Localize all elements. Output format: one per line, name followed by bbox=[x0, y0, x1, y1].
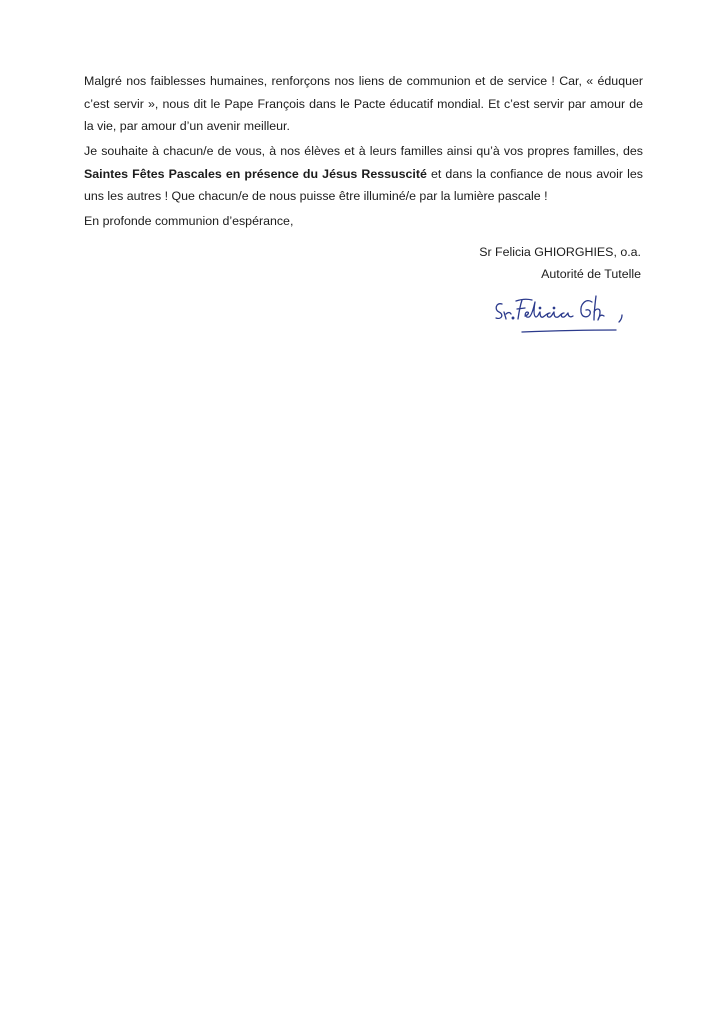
wishes-bold-text: Saintes Fêtes Pascales en présence du Jésus Ressuscité bbox=[84, 166, 427, 181]
signatory-name: Sr Felicia GHIORGHIES, o.a. bbox=[479, 245, 641, 259]
signatory-block bbox=[479, 241, 641, 285]
wishes-text-end: et dans la confiance de nous avoir les uns les autres ! Que chacun/e de nous puisse être illuminé/e par la lumière pascale ! bbox=[84, 166, 644, 203]
paragraph-easter-wishes bbox=[84, 140, 643, 208]
signatory-role: Autorité de Tutelle bbox=[541, 267, 641, 281]
closing-line: En profonde communion d’espérance, bbox=[84, 214, 294, 228]
paragraph-communion: Malgré nos faiblesses humaines, renforçons nos liens de communion et de service ! Car, « éduquer c’est servir », nous dit le Pape François dans le Pacte éducatif mondial. Et c’est servir par amour de la vie, par amour d’un avenir meilleur. bbox=[84, 74, 643, 133]
wishes-text-start: Je souhaite à chacun/e de vous, à nos élèves et à leurs familles ainsi qu’à vos propres familles, des bbox=[84, 144, 643, 158]
handwritten-signature bbox=[488, 290, 638, 342]
